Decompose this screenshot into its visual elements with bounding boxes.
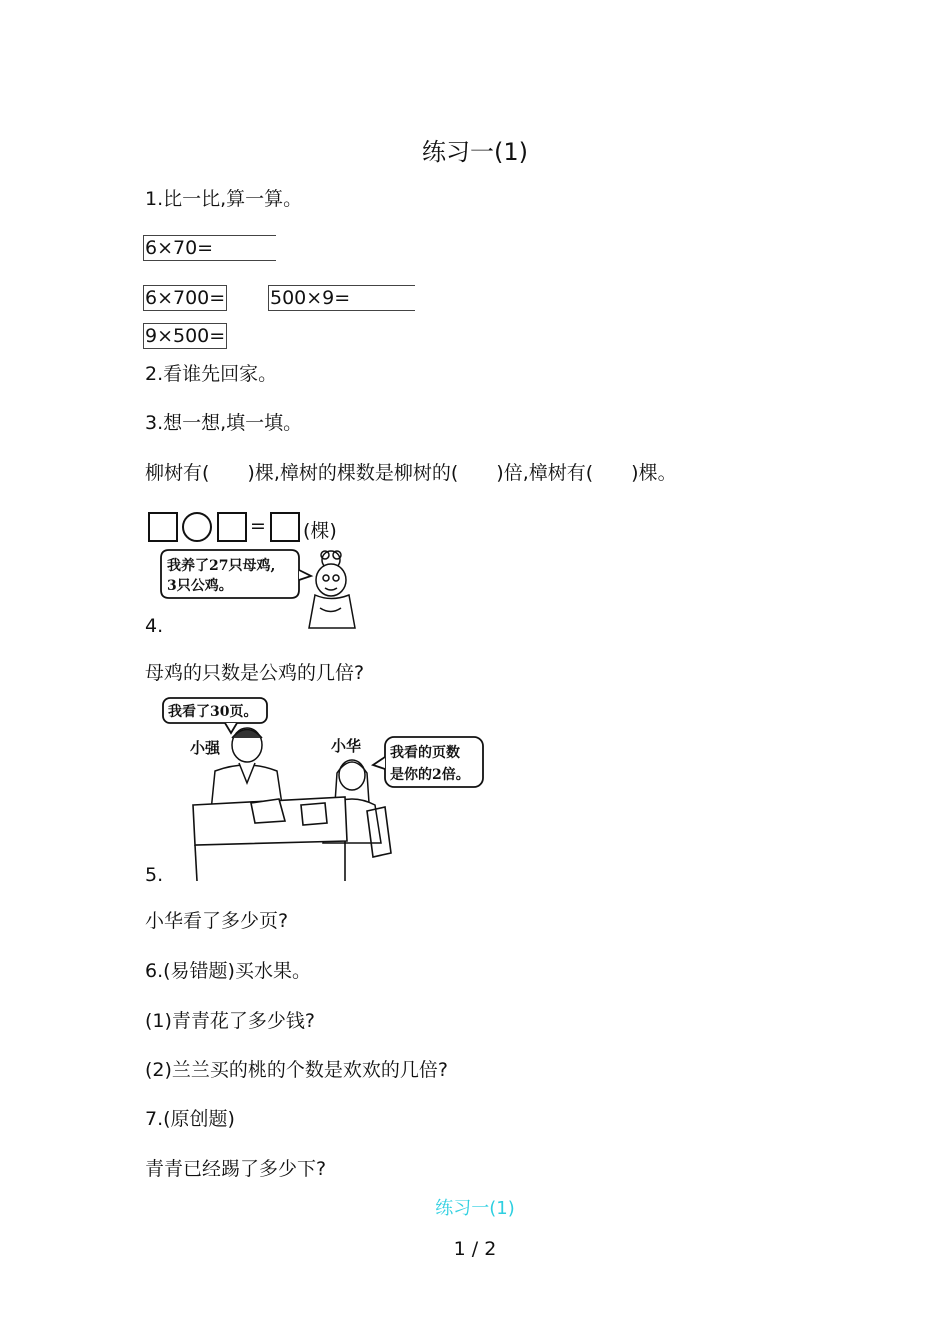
page-number: 1 / 2 (453, 1238, 497, 1260)
q5-bubble-right-line2: 是你的2倍。 (390, 767, 470, 783)
answer-square-1[interactable] (148, 512, 178, 542)
q6-sub1: (1)青青花了多少钱? (145, 1010, 315, 1032)
q3-part-3: )倍,樟树有( (496, 462, 594, 484)
expr-500x9: 500×9= (270, 287, 351, 309)
answer-square-3[interactable] (270, 512, 300, 542)
q6-sub2: (2)兰兰买的桃的个数是欢欢的几倍? (145, 1059, 448, 1081)
q5-illustration (155, 693, 490, 883)
grandmother-icon (309, 551, 355, 628)
q5-name-right: 小华 (331, 737, 362, 755)
unit-label: (棵) (303, 520, 337, 542)
q5-number: 5. (145, 864, 164, 886)
q5-bubble-left-text: 我看了30页。 (168, 704, 258, 720)
expr-6x70: 6×70= (145, 237, 214, 259)
q5-question: 小华看了多少页? (145, 910, 289, 932)
q2-heading: 2.看谁先回家。 (145, 363, 278, 385)
expr-box-4 (143, 323, 227, 349)
q4-question: 母鸡的只数是公鸡的几倍? (145, 662, 365, 684)
q7-heading: 7.(原创题) (145, 1108, 235, 1130)
q6-heading: 6.(易错题)买水果。 (145, 960, 311, 982)
expr-9x500: 9×500= (145, 325, 226, 347)
equals-sign: = (250, 515, 266, 537)
footer-link-title[interactable]: 练习一(1) (435, 1198, 515, 1219)
q3-part-4: )棵。 (631, 462, 677, 484)
q3-sentence (145, 460, 677, 486)
expr-box-3 (268, 285, 415, 311)
q5-name-left: 小强 (190, 739, 221, 757)
q4-bubble-line2: 3只公鸡。 (167, 578, 233, 594)
operator-circle[interactable] (182, 512, 212, 542)
q7-question: 青青已经踢了多少下? (145, 1158, 327, 1180)
q3-heading: 3.想一想,填一填。 (145, 412, 303, 434)
q4-number: 4. (145, 615, 164, 637)
expr-box-2 (143, 285, 227, 311)
expr-6x700: 6×700= (145, 287, 226, 309)
q4-illustration (155, 540, 370, 635)
answer-square-2[interactable] (217, 512, 247, 542)
q5-bubble-right-line1: 我看的页数 (390, 745, 460, 761)
q1-heading: 1.比一比,算一算。 (145, 188, 303, 210)
q3-part-1: 柳树有( (145, 462, 210, 484)
page-title: 练习一(1) (422, 138, 528, 166)
boy-icon (211, 728, 283, 811)
q4-bubble-line1: 我养了27只母鸡, (167, 558, 276, 574)
expr-box-1 (143, 235, 276, 261)
q3-part-2: )棵,樟树的棵数是柳树的( (247, 462, 459, 484)
